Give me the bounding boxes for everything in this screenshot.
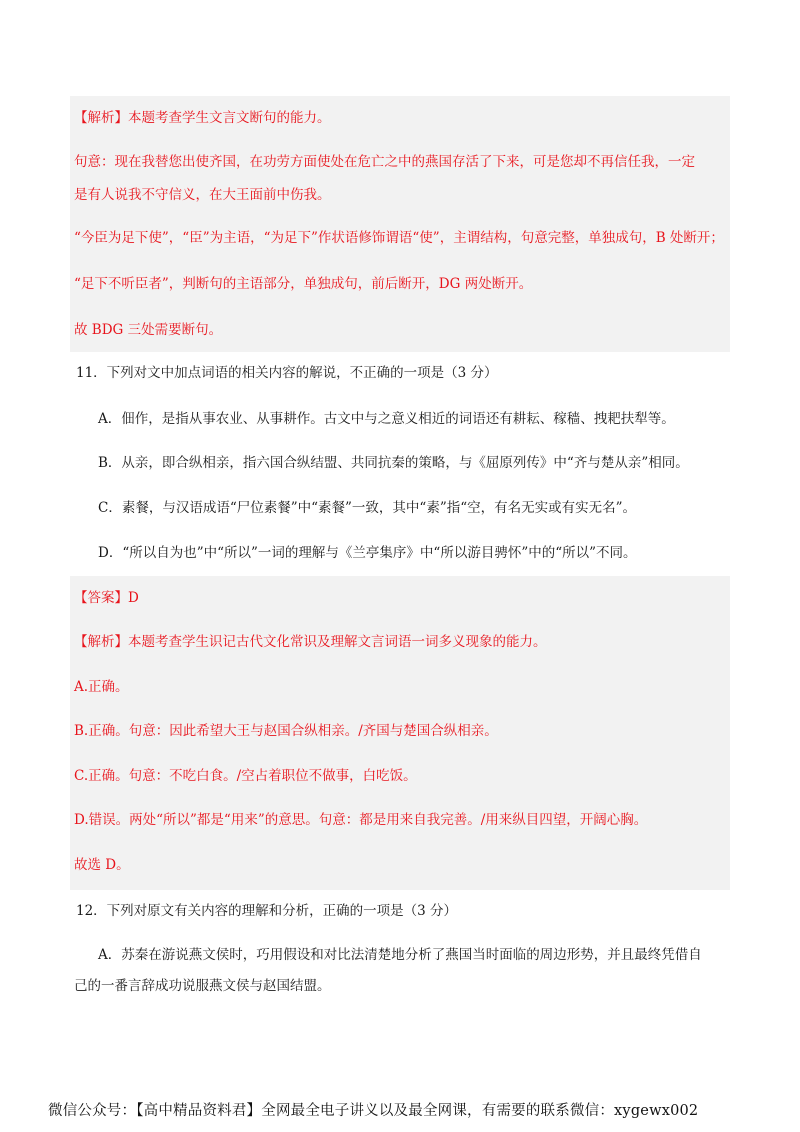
analysis-text: D.错误。两处“所以”都是“用来”的意思。句意：都是用来自我完善。/用来纵目四望，开阔心胸。 (74, 812, 648, 828)
analysis-text: B.正确。句意：因此希望大王与赵国合纵相亲。/齐国与楚国合纵相亲。 (74, 723, 498, 739)
analysis-conclusion: 故选 D。 (74, 857, 130, 873)
analysis-text: C.正确。句意：不吃白食。/空占着职位不做事，白吃饭。 (74, 768, 417, 784)
footer-contact: 微信公众号：【高中精品资料君】全网最全电子讲义以及最全网课，有需要的联系微信：xygewx002 (48, 1103, 699, 1119)
analysis-text: “今臣为足下使”，“臣”为主语，“为足下”作状语修饰谓语“使”，主谓结构，句意完整，单独成句，B 处断开； (74, 230, 724, 246)
analysis-text: 是有人说我不守信义，在大王面前中伤我。 (74, 187, 331, 203)
analysis-heading: 【解析】本题考查学生文言文断句的能力。 (74, 110, 331, 126)
analysis-text: 句意：现在我替您出使齐国，在功劳方面使处在危亡之中的燕国存活了下来，可是您却不再信任我，一定 (74, 154, 695, 170)
question-11-option-b: B．从亲，即合纵相亲，指六国合纵结盟、共同抗秦的策略，与《屈原列传》中“齐与楚从亲”相同。 (98, 455, 689, 471)
analysis-heading: 【解析】本题考查学生识记古代文化常识及理解文言词语一词多义现象的能力。 (74, 634, 547, 650)
question-12-stem: 12．下列对原文有关内容的理解和分析，正确的一项是（3 分） (76, 903, 458, 919)
question-11-stem: 11．下列对文中加点词语的相关内容的解说，不正确的一项是（3 分） (76, 365, 498, 381)
question-11-option-d: D．“所以自为也”中“所以”一词的理解与《兰亭集序》中“所以游目骋怀”中的“所以”不同。 (98, 545, 637, 561)
question-11-option-c: C．素餐，与汉语成语“尸位素餐”中“素餐”一致，其中“素”指“空，有名无实或有实无名”。 (98, 500, 637, 516)
question-12-option-a: A．苏秦在游说燕文侯时，巧用假设和对比法清楚地分析了燕国当时面临的周边形势，并且最终凭借自 (98, 947, 702, 963)
question-11-option-a: A．佃作，是指从事农业、从事耕作。古文中与之意义相近的词语还有耕耘、稼穑、拽耙扶犁等。 (98, 411, 675, 427)
analysis-conclusion: 故 BDG 三处需要断句。 (74, 322, 223, 338)
analysis-text: “足下不听臣者”，判断句的主语部分，单独成句，前后断开，DG 两处断开。 (74, 276, 533, 292)
analysis-block-q10 (70, 96, 730, 352)
answer-label: 【答案】D (74, 590, 139, 606)
analysis-text: A.正确。 (74, 679, 129, 695)
question-12-option-a-continued: 己的一番言辞成功说服燕文侯与赵国结盟。 (74, 978, 331, 994)
